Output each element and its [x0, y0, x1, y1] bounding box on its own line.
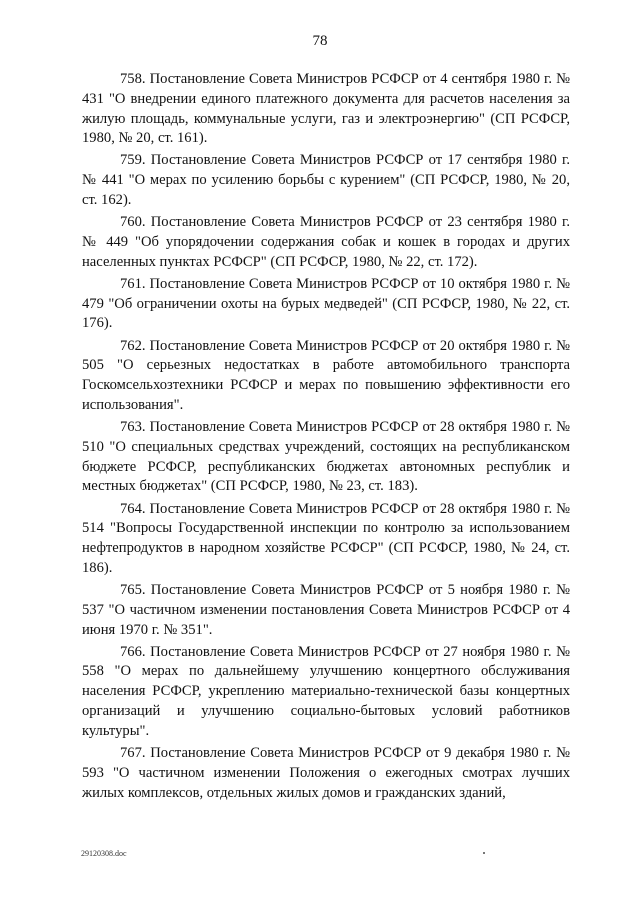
footer-filename: 29120308.doc [81, 849, 127, 858]
list-item-764: 764. Постановление Совета Министров РСФСР от 28 октября 1980 г. № 514 "Вопросы Государственной инспекции по контролю за использованием нефтепродуктов в народном хозяйстве РСФСР" (СП РСФСР, 1980, № 24, ст. 186). [82, 500, 570, 576]
document-body [82, 70, 570, 806]
list-item-759: 759. Постановление Совета Министров РСФСР от 17 сентября 1980 г. № 441 "О мерах по усилению борьбы с курением" (СП РСФСР, 1980, № 20, ст. 162). [82, 152, 570, 209]
list-item-763: 763. Постановление Совета Министров РСФСР от 28 октября 1980 г. № 510 "О специальных средствах учреждений, состоящих на республиканском бюджете РСФСР, республиканских бюджетах автономных республик и местных бюджетах" (СП РСФСР, 1980, № 23, ст. 183). [82, 419, 570, 495]
page-number: 78 [312, 33, 328, 49]
list-item-765: 765. Постановление Совета Министров РСФСР от 5 ноября 1980 г. № 537 "О частичном изменении постановления Совета Министров РСФСР от 4 июня 1970 г. № 351". [82, 582, 570, 638]
list-item-760: 760. Постановление Совета Министров РСФСР от 23 сентября 1980 г. № 449 "Об упорядочении содержания собак и кошек в городах и других населенных пунктах РСФСР" (СП РСФСР, 1980, № 22, ст. 172). [82, 214, 570, 270]
list-item-766: 766. Постановление Совета Министров РСФСР от 27 ноября 1980 г. № 558 "О мерах по дальнейшему улучшению концертного обслуживания населения РСФСР, укреплению материально-технической базы концертных организаций и улучшению социально-бытовых условий работников культуры". [82, 643, 570, 739]
list-item-761: 761. Постановление Совета Министров РСФСР от 10 октября 1980 г. № 479 "Об ограничении охоты на бурых медведей" (СП РСФСР, 1980, № 22, ст. 176). [82, 275, 570, 332]
list-item-762: 762. Постановление Совета Министров РСФСР от 20 октября 1980 г. № 505 "О серьезных недостатках в работе автомобильного транспорта Госкомсельхозтехники РСФСР и мерах по повышению эффективности его использования". [82, 337, 570, 413]
scan-dot [483, 852, 485, 854]
list-item-758: 758. Постановление Совета Министров РСФСР от 4 сентября 1980 г. № 431 "О внедрении единого платежного документа для расчетов населения за жилую площадь, коммунальные услуги, газ и электроэнергию" (СП РСФСР, 1980, № 20, ст. 161). [82, 71, 570, 147]
list-item-767: 767. Постановление Совета Министров РСФСР от 9 декабря 1980 г. № 593 "О частичном изменении Положения о ежегодных смотрах лучших жилых комплексов, отдельных жилых домов и гражданских зданий, [82, 744, 570, 801]
